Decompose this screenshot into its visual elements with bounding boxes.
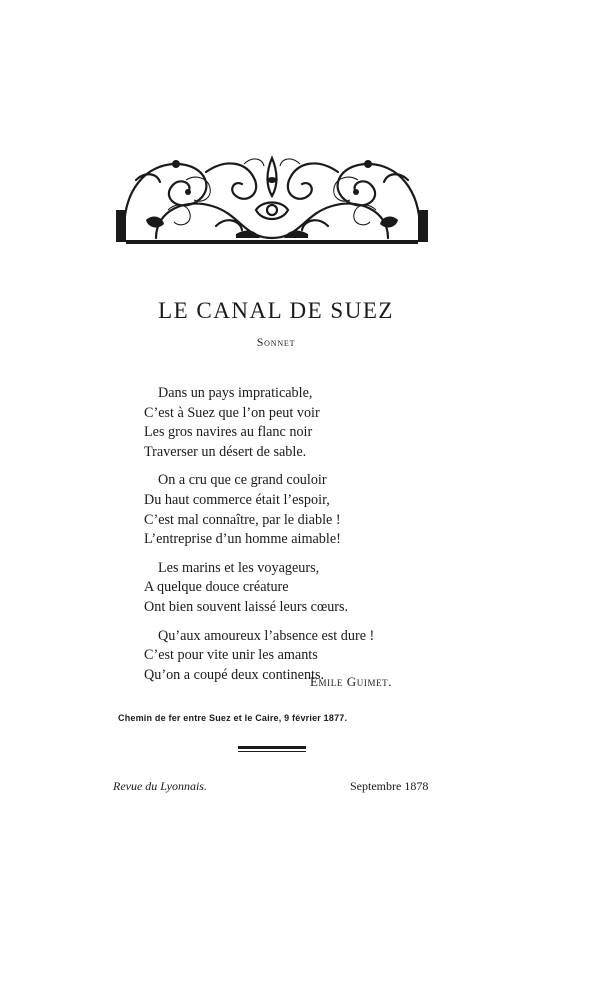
poem-line: A quelque douce créature	[144, 579, 289, 596]
poem-line: Qu’on a coupé deux continents.	[144, 666, 325, 683]
poem-line: Dans un pays impraticable,	[158, 385, 313, 401]
poem-body	[144, 384, 444, 694]
publication-date: Septembre 1878	[350, 779, 429, 793]
stanza-3	[144, 559, 444, 618]
poem-line: C’est mal connaître, par le diable !	[144, 511, 341, 528]
stanza-4	[144, 627, 444, 686]
dateline: Chemin de fer entre Suez et le Caire, 9 février 1877.	[118, 713, 348, 723]
divider-rule-thin	[238, 751, 306, 752]
stanza-2	[144, 471, 444, 549]
poem-line: Traverser un désert de sable.	[144, 443, 307, 460]
floral-scroll-ornament-icon	[116, 150, 428, 246]
poem-line: C’est pour vite unir les amants	[144, 647, 318, 664]
poem-line: L’entreprise d’un homme aimable!	[144, 531, 341, 548]
poem-line: Les gros navires au flanc noir	[144, 424, 313, 441]
poem-title: LE CANAL DE SUEZ	[158, 298, 394, 323]
poem-line: On a cru que ce grand couloir	[158, 472, 327, 489]
poem-line: Ont bien souvent laissé leurs cœurs.	[144, 598, 349, 615]
poem-subtitle: Sonnet	[256, 335, 296, 349]
poem-line: Qu’aux amoureux l’absence est dure !	[158, 627, 375, 644]
author-signature: Emile Guimet.	[310, 674, 393, 689]
poem-line: Les marins et les voyageurs,	[158, 559, 320, 576]
stanza-1	[144, 384, 444, 462]
poem-line: C’est à Suez que l’on peut voir	[144, 404, 320, 421]
publication-name: Revue du Lyonnais.	[113, 779, 207, 793]
divider-rule	[238, 746, 306, 749]
poem-line: Du haut commerce était l’espoir,	[144, 491, 330, 508]
